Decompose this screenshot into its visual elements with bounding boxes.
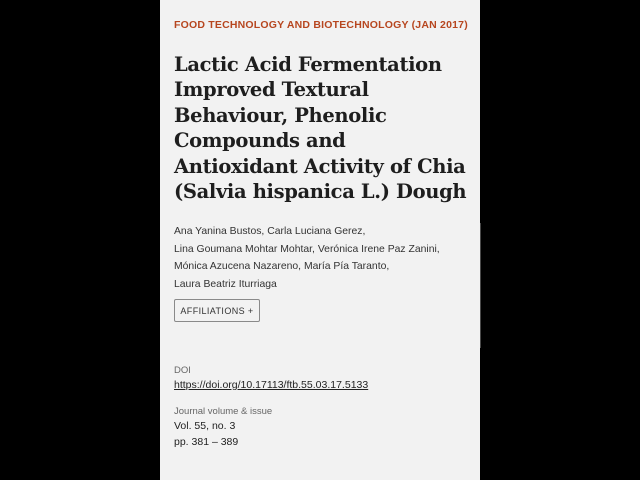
author-list (174, 223, 474, 293)
title-line: (Salvia hispanica L.) Dough (174, 180, 467, 204)
journal-name[interactable]: FOOD TECHNOLOGY AND BIOTECHNOLOGY (JAN 2017) (174, 19, 468, 31)
author-line: Lina Goumana Mohtar Mohtar, Verónica Irene Paz Zanini, (174, 243, 440, 255)
author-line: Mónica Azucena Nazareno, María Pía Taranto, (174, 261, 390, 272)
article-title (174, 52, 474, 204)
article-page (160, 0, 480, 480)
author-line: Laura Beatriz Iturriaga (174, 278, 277, 290)
volume-value: Vol. 55, no. 3 (174, 420, 236, 432)
page-edge-divider (480, 223, 481, 348)
author-line: Ana Yanina Bustos, Carla Luciana Gerez, (174, 226, 366, 237)
title-line: Lactic Acid Fermentation (174, 53, 442, 76)
affiliations-button[interactable]: AFFILIATIONS + (174, 299, 260, 322)
issue-label: Journal volume & issue (174, 406, 273, 417)
title-line: Compounds and (174, 129, 346, 153)
title-line: Behaviour, Phenolic (174, 103, 387, 127)
doi-link[interactable]: https://doi.org/10.17113/ftb.55.03.17.5133 (174, 379, 369, 391)
pages-value: pp. 381 – 389 (174, 436, 239, 448)
title-line: Antioxidant Activity of Chia (174, 154, 466, 178)
title-line: Improved Textural (174, 78, 369, 102)
doi-label: DOI (174, 365, 191, 376)
